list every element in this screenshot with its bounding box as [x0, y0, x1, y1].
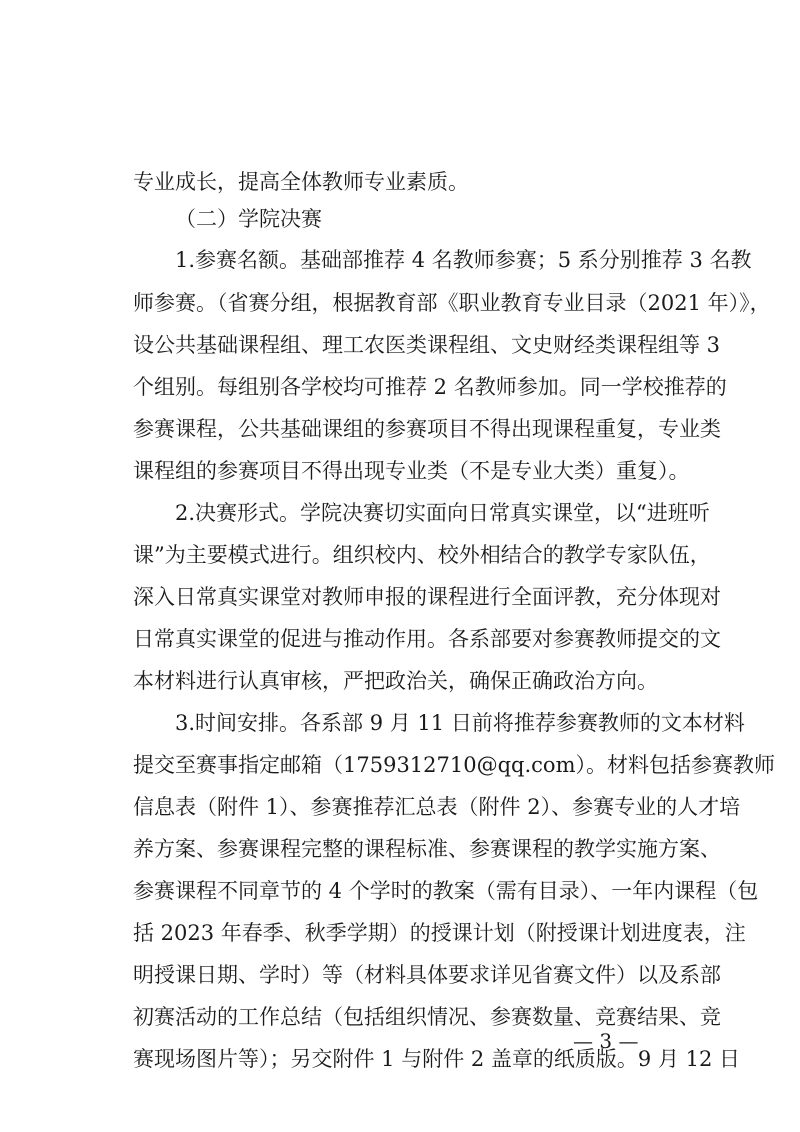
text-line: 日常真实课堂的促进与推动作用。各系部要对参赛教师提交的文 [133, 627, 721, 651]
text-line: 课程组的参赛项目不得出现专业类（不是专业大类）重复）。 [133, 459, 690, 483]
text-line: 初赛活动的工作总结（包括组织情况、参赛数量、竞赛结果、竞 [133, 1005, 721, 1029]
text-line: 养方案、参赛课程完整的课程标准、参赛课程的教学实施方案、 [133, 837, 721, 861]
text-line: 提交至赛事指定邮箱（1759312710@qq.com）。材料包括参赛教师 [133, 753, 775, 777]
text-line: 课”为主要模式进行。组织校内、校外相结合的教学专家队伍， [133, 543, 711, 567]
text-line: 明授课日期、学时）等（材料具体要求详见省赛文件）以及系部 [133, 963, 721, 987]
text-line: 括 2023 年春季、秋季学期）的授课计划（附授课计划进度表，注 [133, 921, 746, 945]
text-line: 2.决赛形式。学院决赛切实面向日常真实课堂，以“进班听 [175, 501, 710, 525]
text-line: 深入日常真实课堂对教师申报的课程进行全面评教，充分体现对 [133, 585, 721, 609]
text-line: 本材料进行认真审核，严把政治关，确保正确政治方向。 [133, 669, 658, 693]
text-line: 设公共基础课程组、理工农医类课程组、文史财经类课程组等 3 [133, 333, 721, 357]
text-line: 参赛课程不同章节的 4 个学时的教案（需有目录）、一年内课程（包 [133, 879, 759, 903]
text-line: 信息表（附件 1）、参赛推荐汇总表（附件 2）、参赛专业的人才培 [133, 795, 741, 819]
text-line: 参赛课程，公共基础课组的参赛项目不得出现课程重复，专业类 [133, 417, 721, 441]
text-line: 1.参赛名额。基础部推荐 4 名教师参赛；5 系分别推荐 3 名教 [175, 248, 752, 272]
text-line: 3.时间安排。各系部 9 月 11 日前将推荐参赛教师的文本材料 [175, 711, 745, 735]
text-line: 师参赛。（省赛分组，根据教育部《职业教育专业目录（2021 年）》， [133, 291, 771, 315]
text-line: 专业成长，提高全体教师专业素质。 [133, 170, 469, 194]
text-line: （二）学院决赛 [175, 207, 322, 231]
text-line: 赛现场图片等）；另交附件 1 与附件 2 盖章的纸质版。9 月 12 日 [133, 1047, 741, 1071]
text-line: 个组别。每组别各学校均可推荐 2 名教师参加。同一学校推荐的 [133, 375, 727, 399]
page-number: — 3 — [573, 1029, 639, 1053]
